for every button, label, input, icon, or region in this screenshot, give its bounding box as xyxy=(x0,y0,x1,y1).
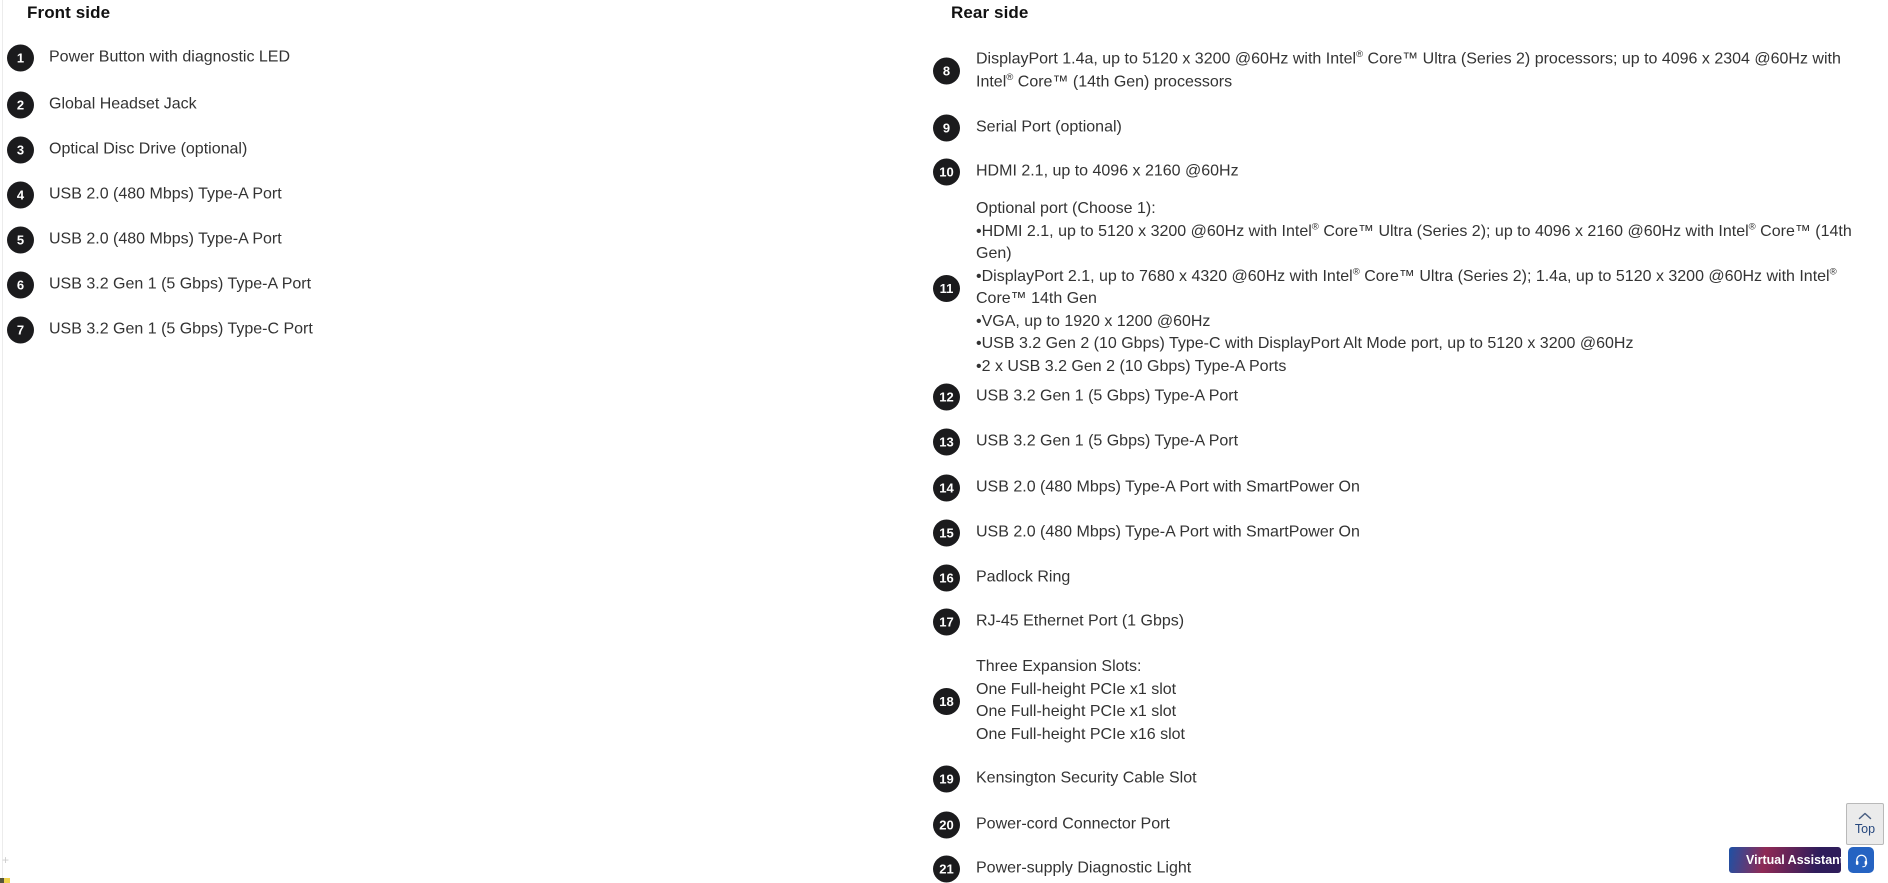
virtual-assistant-button[interactable] xyxy=(1729,847,1844,873)
port-list-item xyxy=(933,198,1864,378)
item-description-line: USB 3.2 Gen 1 (5 Gbps) Type-A Port xyxy=(49,275,312,293)
item-description-line: •2 x USB 3.2 Gen 2 (10 Gbps) Type-A Ports xyxy=(976,357,1287,375)
item-description xyxy=(976,858,1191,881)
headset-icon xyxy=(1854,853,1869,868)
item-description-line: DisplayPort 1.4a, up to 5120 x 3200 @60Hz with Intel® Core™ Ultra (Series 2) processors; up to 4096 x 2304 @60Hz with Intel® Core™ (14th Gen) processors xyxy=(976,49,1841,90)
item-description xyxy=(976,477,1360,500)
item-description-line: USB 3.2 Gen 1 (5 Gbps) Type-A Port xyxy=(976,387,1239,405)
item-number-badge: 21 xyxy=(933,856,960,883)
back-to-top-button[interactable] xyxy=(1846,803,1884,845)
port-list-item xyxy=(933,656,1185,746)
port-list-item xyxy=(933,520,1360,547)
item-description-line: One Full-height PCIe x1 slot xyxy=(976,680,1177,698)
item-description-line: HDMI 2.1, up to 4096 x 2160 @60Hz xyxy=(976,162,1239,180)
item-number-badge: 8 xyxy=(933,58,960,85)
item-number-badge: 13 xyxy=(933,429,960,456)
port-list-item xyxy=(7,272,311,299)
item-number-badge: 14 xyxy=(933,475,960,502)
port-list-item xyxy=(933,429,1238,456)
item-description xyxy=(49,229,282,252)
item-description-line: USB 2.0 (480 Mbps) Type-A Port xyxy=(49,185,282,203)
item-description-line: •VGA, up to 1920 x 1200 @60Hz xyxy=(976,312,1211,330)
port-list-item xyxy=(933,565,1070,592)
port-list-item xyxy=(7,227,282,254)
corner-artifact-yellow xyxy=(4,878,10,883)
port-list-item xyxy=(933,812,1170,839)
port-list-item xyxy=(933,609,1184,636)
item-number-badge: 15 xyxy=(933,520,960,547)
item-number-badge: 6 xyxy=(7,272,34,299)
item-description-line: Global Headset Jack xyxy=(49,95,197,113)
port-list-item xyxy=(933,384,1238,411)
item-description-line: USB 3.2 Gen 1 (5 Gbps) Type-A Port xyxy=(976,432,1239,450)
item-number-badge: 10 xyxy=(933,159,960,186)
item-description-line: RJ-45 Ethernet Port (1 Gbps) xyxy=(976,612,1185,630)
item-description-line: Power Button with diagnostic LED xyxy=(49,48,291,66)
item-description-line: Optional port (Choose 1): xyxy=(976,200,1156,217)
item-description-line: •HDMI 2.1, up to 5120 x 3200 @60Hz with Intel® Core™ Ultra (Series 2); up to 4096 x 2160 @60Hz with Intel® Core™ (14th Gen) xyxy=(976,221,1852,262)
pane-divider-line xyxy=(2,0,3,883)
item-description xyxy=(976,161,1239,184)
item-description xyxy=(976,386,1238,409)
item-number-badge: 17 xyxy=(933,609,960,636)
port-list-item xyxy=(933,856,1191,883)
item-description xyxy=(49,184,282,207)
rear-side-section xyxy=(933,0,1883,883)
item-description-line: USB 2.0 (480 Mbps) Type-A Port xyxy=(49,230,282,248)
item-description-line: Optical Disc Drive (optional) xyxy=(49,140,248,158)
virtual-assistant-label: Virtual Assistant xyxy=(1746,853,1844,867)
port-list-item xyxy=(7,137,247,164)
item-description-line: Power-cord Connector Port xyxy=(976,815,1170,833)
item-number-badge: 18 xyxy=(933,688,960,715)
port-list-item xyxy=(7,182,282,209)
item-description-line: •USB 3.2 Gen 2 (10 Gbps) Type-C with DisplayPort Alt Mode port, up to 5120 x 3200 @60Hz xyxy=(976,335,1634,352)
item-number-badge: 3 xyxy=(7,137,34,164)
item-description xyxy=(49,94,197,117)
port-list-item xyxy=(933,766,1197,793)
item-description xyxy=(49,274,311,297)
item-description xyxy=(976,117,1122,140)
support-chat-button[interactable] xyxy=(1848,847,1874,873)
item-description xyxy=(976,814,1170,837)
item-number-badge: 1 xyxy=(7,45,34,72)
port-list-item xyxy=(933,475,1360,502)
item-description-line: •DisplayPort 2.1, up to 7680 x 4320 @60Hz with Intel® Core™ Ultra (Series 2); 1.4a, up to 5120 x 3200 @60Hz with Intel® Core™ 14th Gen xyxy=(976,266,1837,307)
item-number-badge: 16 xyxy=(933,565,960,592)
item-description xyxy=(49,47,290,70)
port-list-item xyxy=(7,45,290,72)
item-number-badge: 4 xyxy=(7,182,34,209)
item-description-line: One Full-height PCIe x16 slot xyxy=(976,725,1185,743)
item-description-line: Kensington Security Cable Slot xyxy=(976,769,1197,787)
front-side-section xyxy=(7,0,827,883)
item-description-line: Three Expansion Slots: xyxy=(976,658,1142,675)
item-description-line: One Full-height PCIe x1 slot xyxy=(976,703,1177,720)
stray-cursor-artifact: + xyxy=(2,853,10,867)
item-description xyxy=(49,319,313,342)
item-description-line: USB 3.2 Gen 1 (5 Gbps) Type-C Port xyxy=(49,320,313,338)
item-description-line: Serial Port (optional) xyxy=(976,118,1122,136)
item-description-line: USB 2.0 (480 Mbps) Type-A Port with SmartPower On xyxy=(976,523,1360,541)
item-number-badge: 2 xyxy=(7,92,34,119)
item-description xyxy=(976,522,1360,545)
item-description xyxy=(976,768,1197,791)
item-description xyxy=(976,431,1238,454)
item-description-line: USB 2.0 (480 Mbps) Type-A Port with SmartPower On xyxy=(976,478,1360,496)
port-list-item xyxy=(7,92,197,119)
item-description xyxy=(976,567,1070,590)
top-button-label: Top xyxy=(1854,822,1876,836)
item-description-line: Padlock Ring xyxy=(976,568,1071,586)
item-number-badge: 5 xyxy=(7,227,34,254)
item-description xyxy=(976,656,1185,746)
item-number-badge: 20 xyxy=(933,812,960,839)
port-list-item xyxy=(933,115,1122,142)
item-number-badge: 9 xyxy=(933,115,960,142)
front-side-heading: Front side xyxy=(27,3,111,22)
chevron-up-icon xyxy=(1858,812,1872,820)
item-description xyxy=(976,49,1864,94)
item-number-badge: 19 xyxy=(933,766,960,793)
port-list-item xyxy=(7,317,313,344)
rear-side-heading: Rear side xyxy=(951,3,1029,22)
item-description-line: Power-supply Diagnostic Light xyxy=(976,859,1192,877)
port-list-item xyxy=(933,49,1864,94)
item-number-badge: 7 xyxy=(7,317,34,344)
item-description xyxy=(976,611,1184,634)
item-number-badge: 11 xyxy=(933,275,960,302)
port-list-item xyxy=(933,159,1239,186)
item-number-badge: 12 xyxy=(933,384,960,411)
item-description xyxy=(976,198,1864,378)
item-description xyxy=(49,139,247,162)
